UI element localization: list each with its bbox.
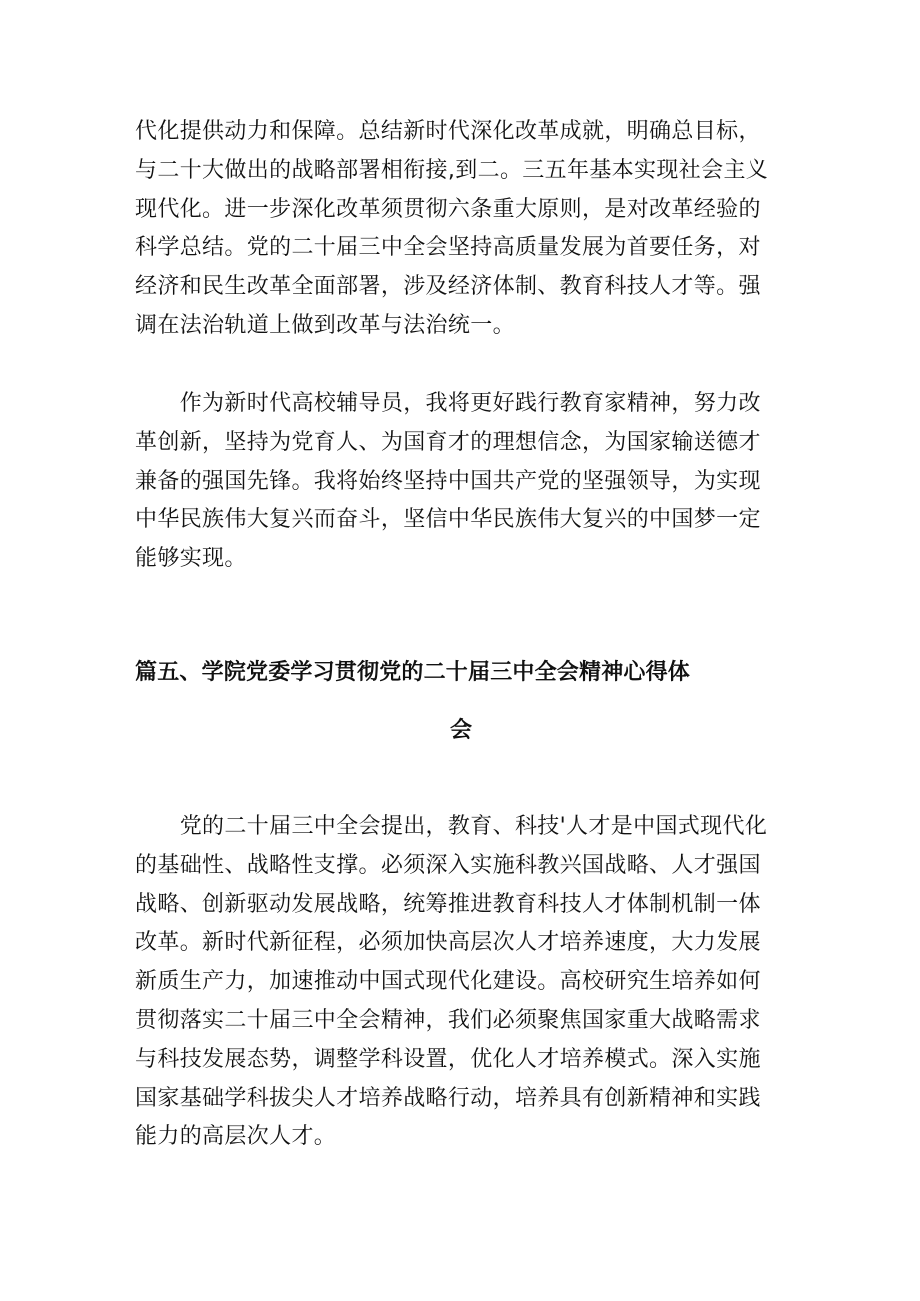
section-five-title-line2: 会 <box>450 718 473 743</box>
paragraph-section-five-body: 党的二十届三中全会提出，教育、科技'人才是中国式现代化 的基础性、战略性支撑。必须深入实施科教兴国战略、人才强国 战略、创新驱动发展战略，统筹推进教育科技人才体制机制一体 改革。新时代新征程，必须加快高层次人才培养速度，大力发展 新质生产力，加速推动中国式现代化建设。高校研究生培养如何 贯彻落实二十届三中全会精神，我们必须聚焦国家重大战略需求 与科技发展态势，调整学科设置，优化人才培养模式。深入实施 国家基础学科拔尖人才培养战略行动，培养具有创新精神和实践 能力的高层次人才。 <box>135 814 768 1150</box>
paragraph-reform-summary: 代化提供动力和保障。总结新时代深化改革成就，明确总目标， 与二十大做出的战略部署相衔接,到二。三五年基本实现社会主义 现代化。进一步深化改革须贯彻六条重大原则，是对改革经验的 科学总结。党的二十届三中全会坚持高质量发展为首要任务，对 经济和民生改革全面部署，涉及经济体制、教育科技人才等。强 调在法治轨道上做到改革与法治统一。 <box>135 119 769 338</box>
section-five-title-line1: 篇五、学院党委学习贯彻党的二十届三中全会精神心得体 <box>135 660 691 685</box>
paragraph-counselor-commitment: 作为新时代高校辅导员，我将更好践行教育家精神，努力改 革创新，坚持为党育人、为国育才的理想信念，为国家输送德才 兼备的强国先锋。我将始终坚持中国共产党的坚强领导，为实现 中华民族伟大复兴而奋斗，坚信中华民族伟大复兴的中国梦一定 能够实现。 <box>135 391 761 572</box>
